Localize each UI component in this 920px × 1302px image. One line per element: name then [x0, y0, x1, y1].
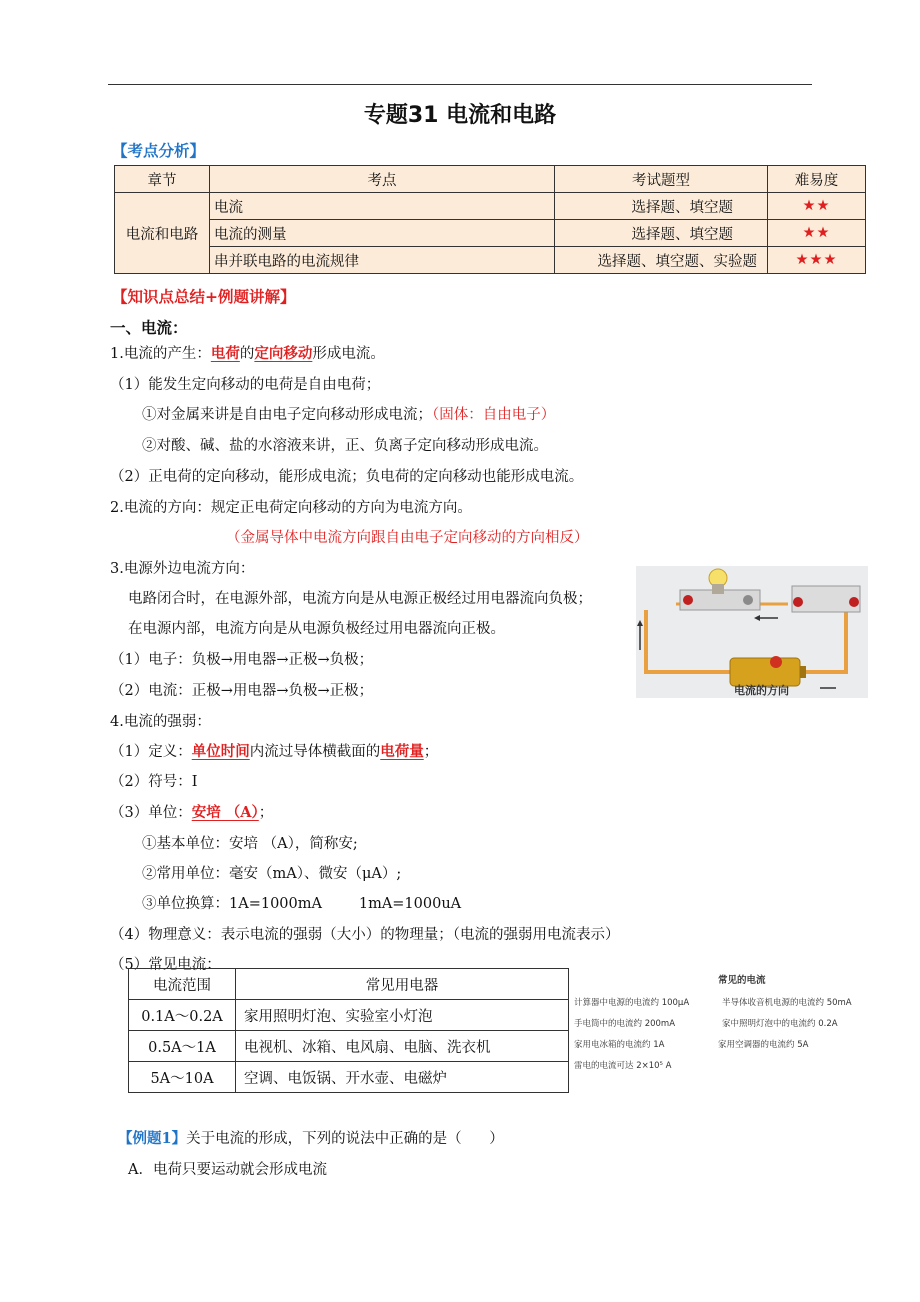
- page-title: 专题31 电流和电路: [363, 103, 557, 128]
- type-cell: 选择题、填空题: [555, 220, 768, 247]
- p1-production: 1.电流的产生：电荷的定向移动形成电流。: [110, 345, 385, 362]
- p2-note: （金属导体中电流方向跟自由电子定向移动的方向相反）: [226, 530, 589, 546]
- p1-1: （1）能发生定向移动的电荷是自由电荷；: [110, 377, 381, 393]
- table-header-row: [115, 166, 866, 193]
- th-appliance: 常见用电器: [236, 969, 569, 1000]
- current-item: 家用电冰箱的电流约 1A: [574, 1040, 665, 1050]
- p2-direction: 2.电流的方向：规定正电荷定向移动的方向为电流方向。: [110, 500, 472, 516]
- p3-current: （2）电流：正极→用电器→负极→正极；: [110, 683, 374, 699]
- level-stars: ★★★: [768, 247, 866, 274]
- p1-1a: ①对金属来讲是自由电子定向移动形成电流；（固体：自由电子）: [142, 407, 556, 423]
- p4-3-unit: （3）单位：安培 （A）；: [110, 804, 274, 821]
- answer-unit-time: 单位时间: [191, 743, 250, 760]
- type-cell: 选择题、填空题、实验题: [555, 247, 768, 274]
- level-stars: ★★: [768, 220, 866, 247]
- range-cell: 5A～10A: [129, 1062, 236, 1093]
- current-item: 家中照明灯泡中的电流约 0.2A: [722, 1019, 838, 1029]
- point-cell: 电流: [210, 193, 555, 220]
- p4-2-symbol: （2）符号：I: [110, 774, 198, 790]
- p4-1-definition: （1）定义：单位时间内流过导体横截面的电荷量；: [110, 743, 439, 760]
- current-item: 半导体收音机电源的电流约 50mA: [722, 998, 852, 1008]
- range-cell: 0.5A～1A: [129, 1031, 236, 1062]
- point-cell: 电流的测量: [210, 220, 555, 247]
- th-range: 电流范围: [129, 969, 236, 1000]
- p4-3b: ②常用单位：毫安（mA）、微安（μA）;: [142, 866, 402, 882]
- table-row: [115, 193, 866, 220]
- point-cell: 串并联电路的电流规律: [210, 247, 555, 274]
- header-rule: [108, 84, 812, 85]
- answer-charge-amount: 电荷量: [380, 743, 424, 760]
- note-solid: （固体：自由电子）: [432, 407, 556, 423]
- currents-title: 常见的电流: [718, 975, 766, 986]
- table-row: [115, 247, 866, 274]
- table-row: [129, 1000, 569, 1031]
- p4-heading: 4.电流的强弱：: [110, 714, 211, 730]
- p3-outside: 电路闭合时，在电源外部，电流方向是从电源正极经过用电器流向负极；: [128, 591, 592, 607]
- p3-heading: 3.电源外边电流方向：: [110, 561, 255, 577]
- p1-2: （2）正电荷的定向移动，能形成电流；负电荷的定向移动也能形成电流。: [110, 469, 584, 485]
- common-current-table: [128, 968, 569, 1093]
- photo-caption: 电流的方向: [734, 684, 789, 697]
- table-row: [129, 1062, 569, 1093]
- current-item: 家用空调器的电流约 5A: [718, 1040, 809, 1050]
- chapter-cell: 电流和电路: [115, 193, 210, 274]
- th-type: 考试题型: [555, 166, 768, 193]
- section-zhishi: 【知识点总结+例题讲解】: [112, 288, 296, 306]
- th-point: 考点: [210, 166, 555, 193]
- p4-4: （4）物理意义：表示电流的强弱（大小）的物理量；（电流的强弱用电流表示）: [110, 927, 620, 943]
- answer-directional-move: 定向移动: [254, 345, 313, 362]
- appliance-cell: 家用照明灯泡、实验室小灯泡: [236, 1000, 569, 1031]
- example-1: 【例题1】关于电流的形成，下列的说法中正确的是（ ）: [118, 1130, 504, 1147]
- current-item: 雷电的电流可达 2×10⁵ A: [574, 1061, 672, 1071]
- table-row: [115, 220, 866, 247]
- table-row: [129, 1031, 569, 1062]
- answer-ampere: 安培 （A）: [191, 804, 259, 821]
- p1-1b: ②对酸、碱、盐的水溶液来讲，正、负离子定向移动形成电流。: [142, 438, 548, 454]
- table-header-row: [129, 969, 569, 1000]
- level-stars: ★★: [768, 193, 866, 220]
- p3-inside: 在电源内部，电流方向是从电源负极经过用电器流向正极。: [128, 621, 505, 637]
- p3-electron: （1）电子：负极→用电器→正极→负极；: [110, 652, 374, 668]
- th-chapter: 章节: [115, 166, 210, 193]
- section-kaodian: 【考点分析】: [112, 142, 206, 160]
- range-cell: 0.1A～0.2A: [129, 1000, 236, 1031]
- th-level: 难易度: [768, 166, 866, 193]
- appliance-cell: 电视机、冰箱、电风扇、电脑、洗衣机: [236, 1031, 569, 1062]
- circuit-photo: [636, 566, 868, 698]
- heading-current: 一、电流：: [110, 319, 188, 337]
- p4-3c: ③单位换算：1A=1000mA 1mA=1000uA: [142, 896, 462, 912]
- current-item: 计算器中电源的电流约 100μA: [574, 998, 690, 1008]
- answer-charge: 电荷: [210, 345, 240, 362]
- appliance-cell: 空调、电饭锅、开水壶、电磁炉: [236, 1062, 569, 1093]
- p4-3a: ①基本单位：安培 （A），简称安;: [142, 836, 358, 852]
- current-item: 手电筒中的电流约 200mA: [574, 1019, 676, 1029]
- example-option-a: A．电荷只要运动就会形成电流: [128, 1162, 327, 1178]
- type-cell: 选择题、填空题: [555, 193, 768, 220]
- kaodian-table: [114, 165, 866, 274]
- p4-5: （5）常见电流：: [110, 957, 221, 973]
- example-label: 【例题1】: [118, 1130, 187, 1147]
